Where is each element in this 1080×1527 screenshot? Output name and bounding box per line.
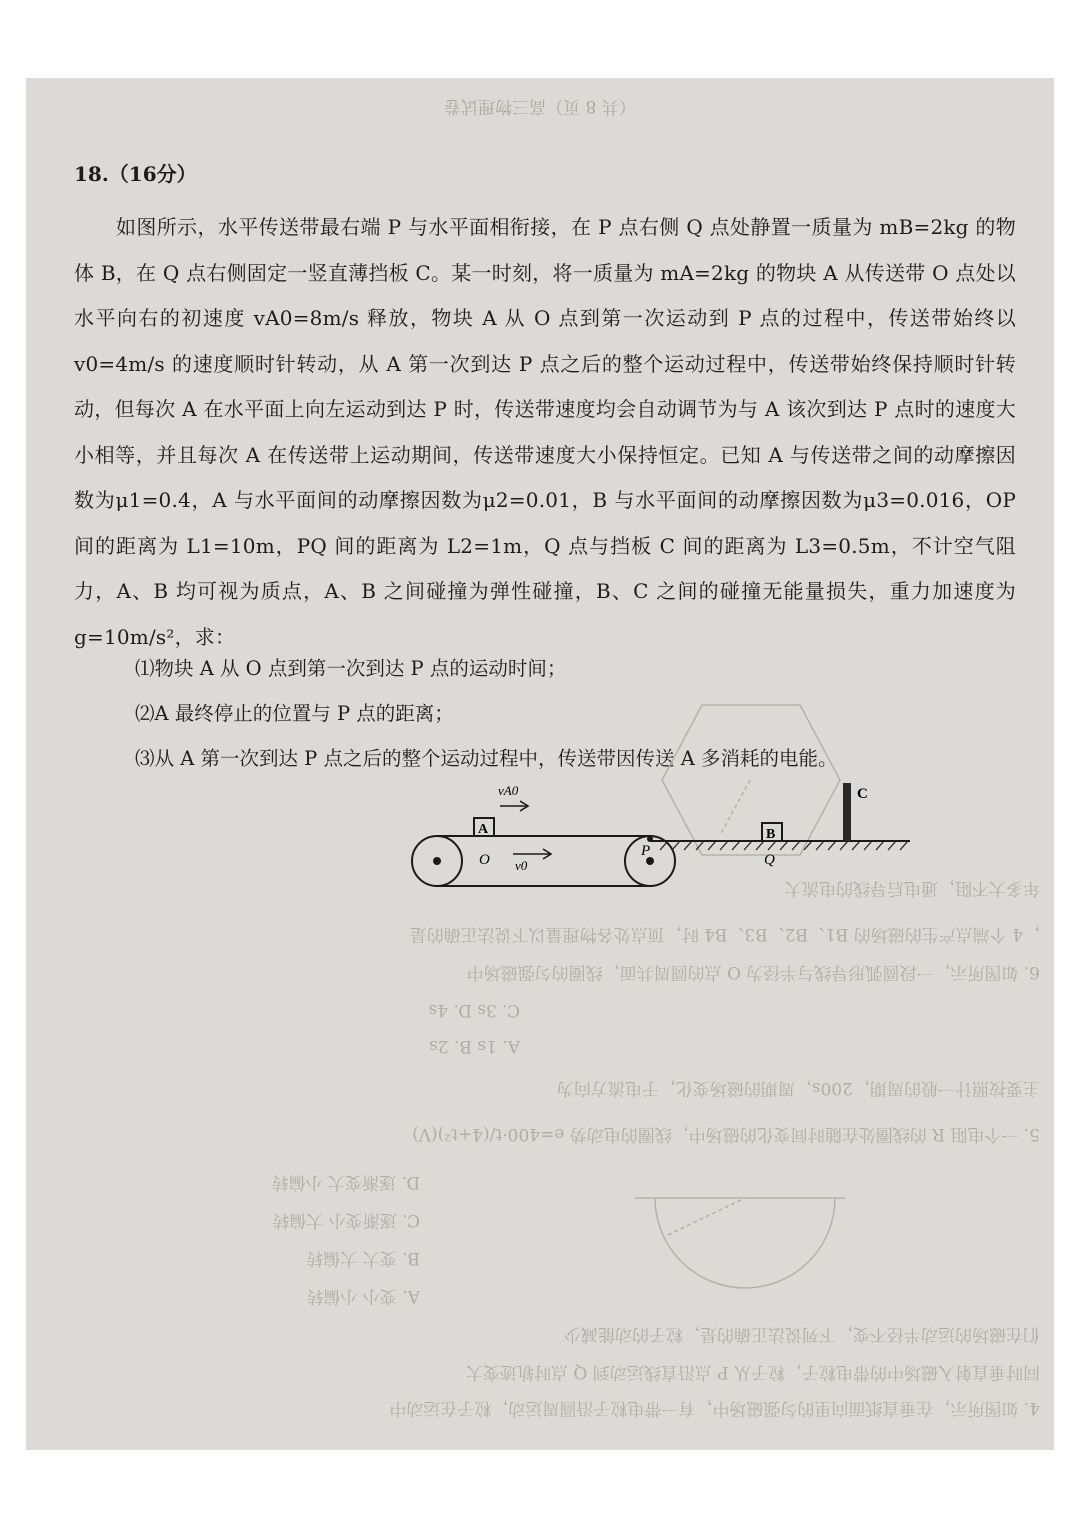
- question-body: 如图所示，水平传送带最右端 P 与水平面相衔接，在 P 点右侧 Q 点处静置一质量为 mB=2kg 的物体 B，在 Q 点右侧固定一竖直薄挡板 C。某一时刻，将一质量为 mA=2kg 的物块 A 从传送带 O 点处以水平向右的初速度 vA0=8m/s 释放，物块 A 从 O 点到第一次运动到 P 点的过程中，传送带始终以 v0=4m/s 的速度顺时针转动，从 A 第一次到达 P 点之后的整个运动过程中，传送带始终保持顺时针转动，但每次 A 在水平面上向左运动到达 P 时，传送带速度均会自动调节为与 A 该次到达 P 点时的速度大小相等，并且每次 A 在传送带上运动期间，传送带速度大小保持恒定。已知 A 与传送带之间的动摩擦因数为μ1=0.4，A 与水平面间的动摩擦因数为μ2=0.01，B 与水平面间的动摩擦因数为μ3=0.016，OP 间的距离为 L1=10m，PQ 间的距离为 L2=1m，Q 点与挡板 C 间的距离为 L3=0.5m，不计空气阻力，A、B 均可视为质点，A、B 之间碰撞为弹性碰撞，B、C 之间的碰撞无能量损失，重力加速度为 g=10m/s²，求：: [74, 215, 1016, 649]
- velocity-arrow-va0: [500, 801, 528, 811]
- bleed-line: B. 变大 大偏转: [306, 1248, 420, 1268]
- point-p-marker: [647, 836, 653, 842]
- bleed-line: ，4 个端点产生的磁场的 B1、B2、B3、B4 时，顶点处各物理量以下说法正确的是: [409, 924, 1040, 944]
- block-a-label: A: [478, 822, 489, 837]
- sub-question-1: ⑴物块 A 从 O 点到第一次到达 P 点的运动时间；: [135, 657, 567, 680]
- bleed-line: C. 3s D. 4s: [428, 1000, 520, 1020]
- va0-label: vA0: [498, 783, 519, 798]
- left-pulley-axle: [434, 858, 440, 864]
- bleed-line: 5. 一个电阻 R 的线圈处在随时间变化的磁场中，线圈的电动势 e=400·t/(4+t²)(V): [412, 1124, 1040, 1144]
- bleed-line: 4. 如图所示，在垂直纸面向里的匀强磁场中，有一带电粒子沿圆周运动，粒子在运动中: [389, 1398, 1040, 1418]
- bleed-line: 年多大不阻，通电后导线的电流大: [785, 878, 1040, 898]
- wall-c: [843, 783, 851, 841]
- header-bleed-through: （共 8 页）高三物理试卷: [444, 96, 636, 116]
- question-number: 18.（16分）: [74, 162, 197, 186]
- block-b-label: B: [766, 827, 776, 842]
- bleed-line: A. 1s B. 2s: [429, 1036, 520, 1056]
- bleed-line: 6. 如图所示，一段圆弧形导线与半径为 O 点的圆周共面，线圈的匀强磁场中: [466, 962, 1040, 982]
- sub-question-3: ⑶从 A 第一次到达 P 点之后的整个运动过程中，传送带因传送 A 多消耗的电能。: [135, 747, 838, 770]
- bleed-line: D. 逐渐变大 小偏转: [271, 1172, 420, 1192]
- ground-surface: [650, 841, 910, 850]
- point-p-label: P: [641, 843, 651, 859]
- conveyor-belt: [412, 836, 675, 886]
- v0-label: v0: [515, 858, 528, 873]
- bleed-line: 同时垂直射入磁场中的带电粒子，粒子从 P 点沿直线运动到 Q 点时轨迹变大: [466, 1362, 1040, 1382]
- bleed-line: 们在磁场的运动半径不变，下列说法正确的是，粒子的动能减少: [564, 1324, 1040, 1344]
- sub-question-2: ⑵A 最终停止的位置与 P 点的距离；: [135, 702, 454, 725]
- bleed-line: 主要按照计一般的周期，200s，周期的磁场变化，于电流方向为: [556, 1078, 1040, 1098]
- bleed-line: C. 逐渐变小 大偏转: [272, 1210, 420, 1230]
- wall-c-label: C: [857, 786, 868, 802]
- bleed-line: A. 变小 小偏转: [306, 1286, 420, 1306]
- point-o-label: O: [479, 852, 490, 868]
- point-q-label: Q: [764, 852, 775, 868]
- bleed-through-figures: [635, 705, 845, 1288]
